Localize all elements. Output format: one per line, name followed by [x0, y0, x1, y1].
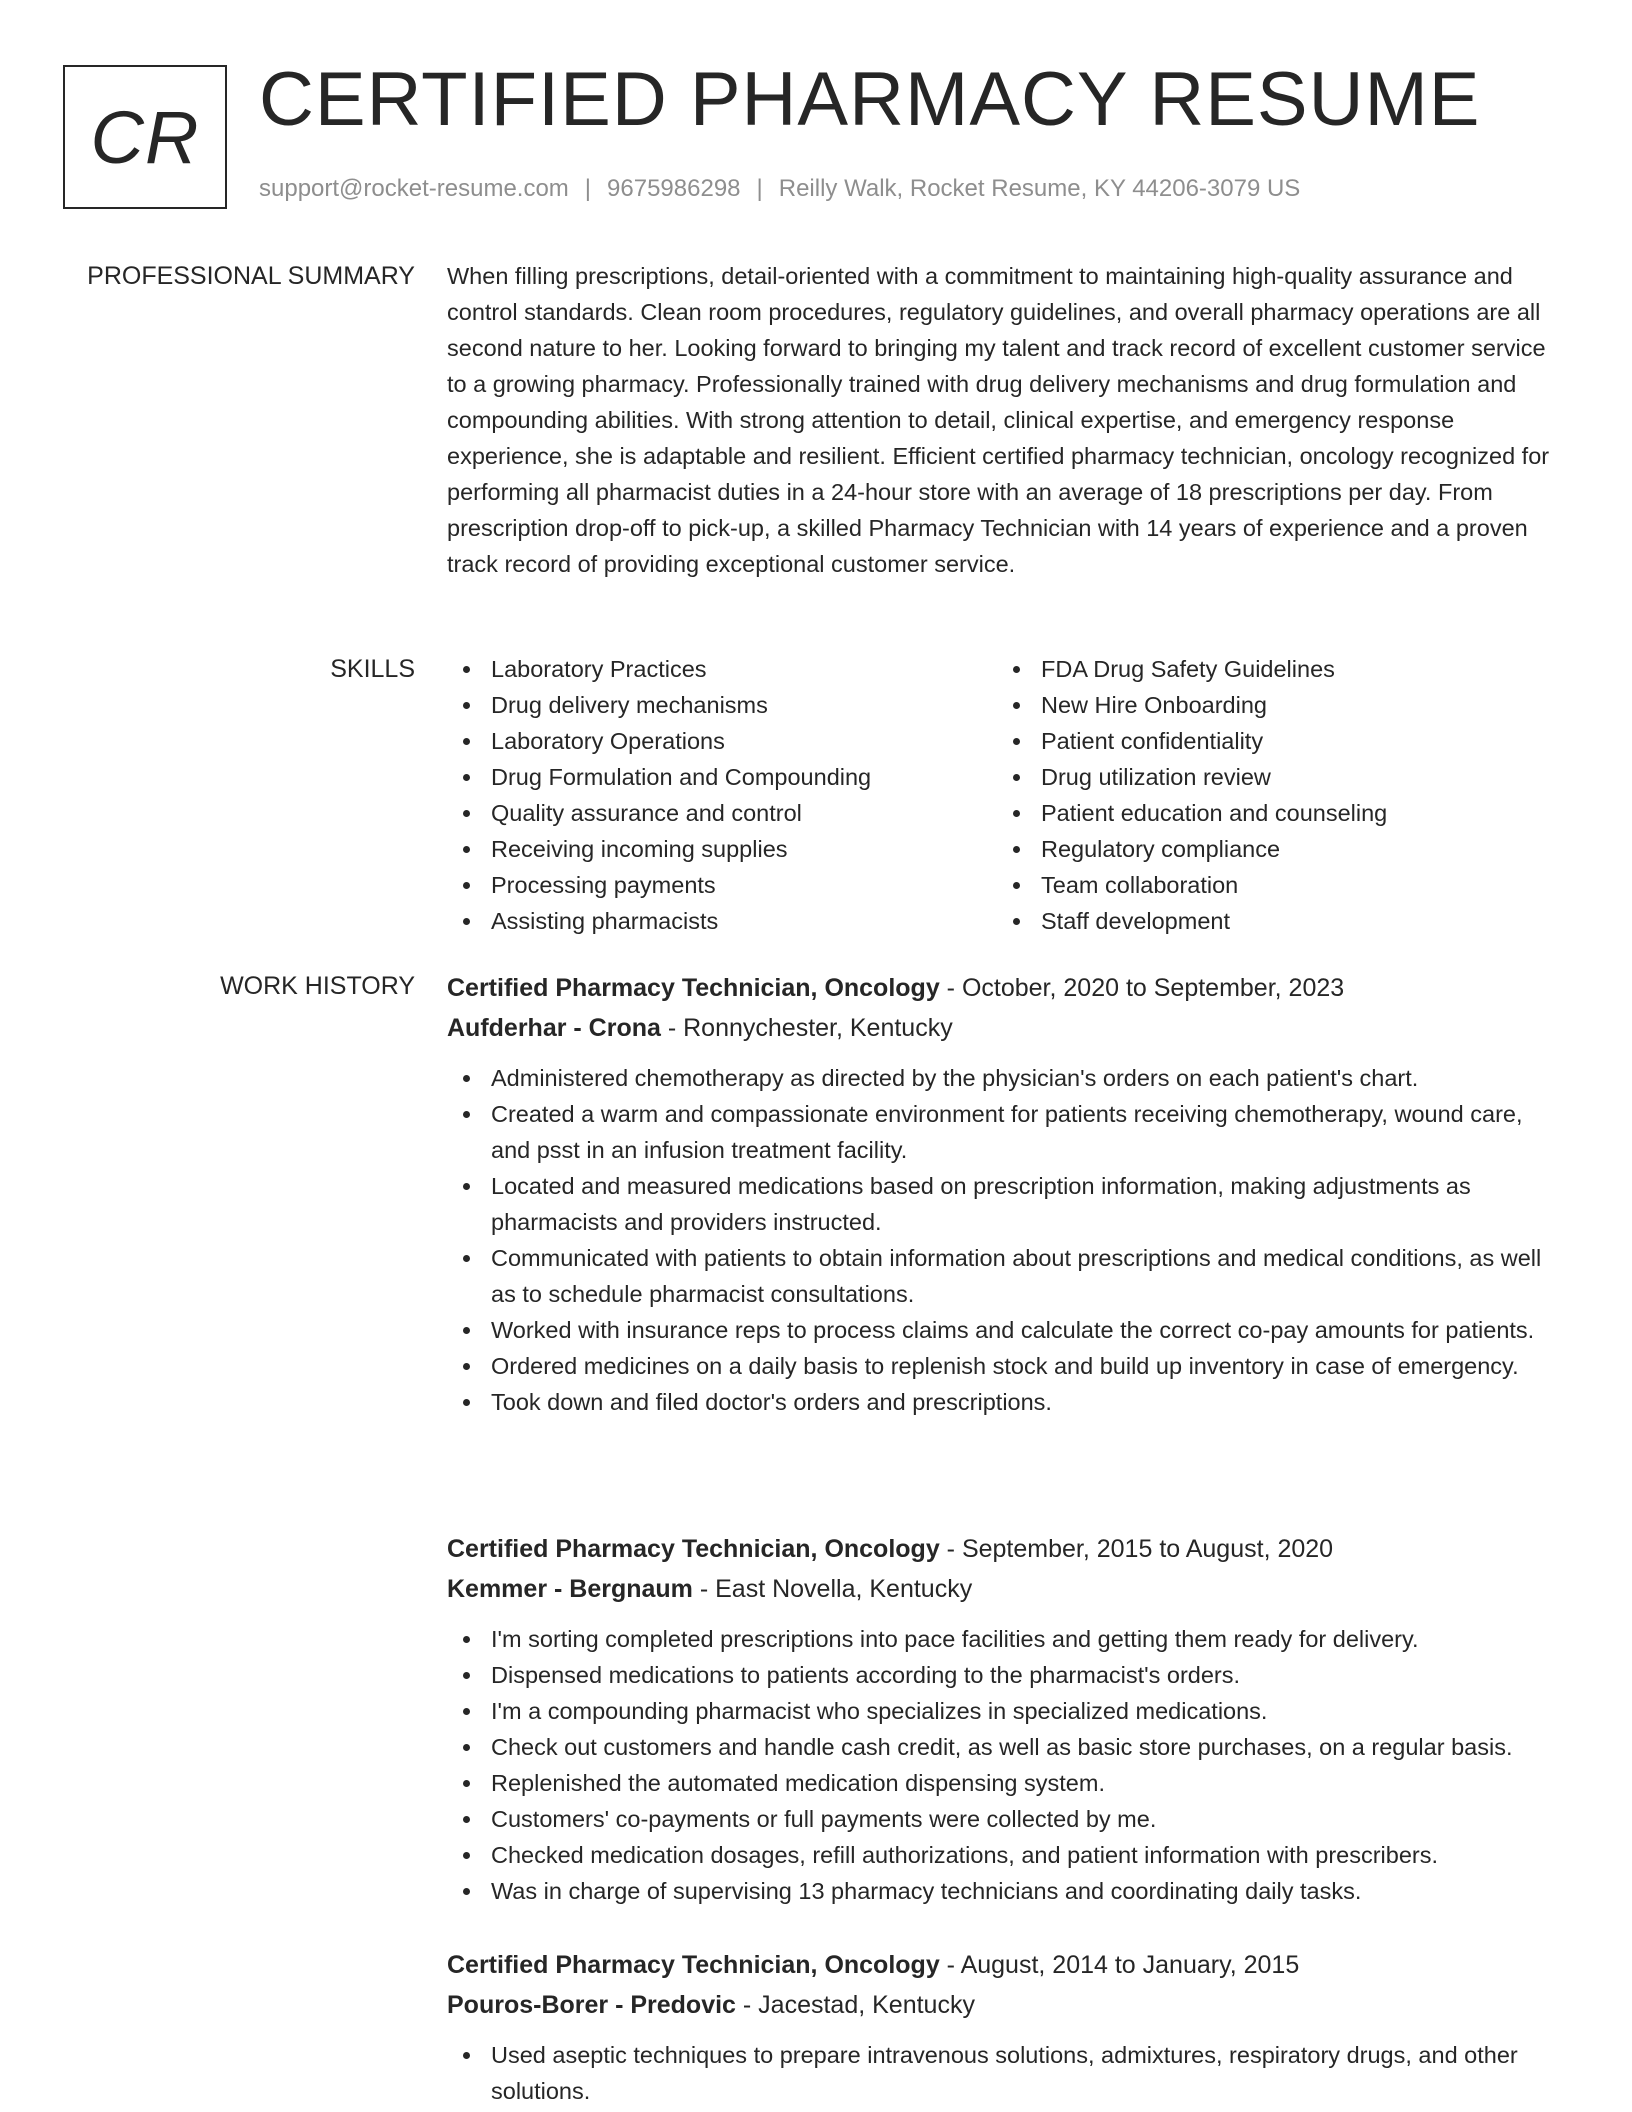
job-title: Certified Pharmacy Technician, Oncology	[447, 1535, 940, 1563]
skill-item: Laboratory Operations	[447, 723, 997, 759]
skill-item: Laboratory Practices	[447, 651, 997, 687]
skills-label: SKILLS	[330, 655, 415, 683]
job-title: Certified Pharmacy Technician, Oncology	[447, 1951, 940, 1979]
summary-body	[447, 258, 1567, 582]
job-bullet: Created a warm and compassionate environment for patients receiving chemotherapy, wound care, and psst in an infusion treatment facility.	[447, 1096, 1567, 1168]
job-company-line	[447, 1008, 1567, 1048]
skill-item: FDA Drug Safety Guidelines	[997, 651, 1547, 687]
skill-item: Processing payments	[447, 867, 997, 903]
job-title-line	[447, 1529, 1567, 1569]
job-dates: - August, 2014 to January, 2015	[939, 1951, 1300, 1979]
job-bullet: I'm a compounding pharmacist who specializes in specialized medications.	[447, 1693, 1567, 1729]
job-company: Aufderhar - Crona	[447, 1014, 661, 1042]
skill-item: Receiving incoming supplies	[447, 831, 997, 867]
work-history-body	[447, 968, 1567, 1420]
job-bullet: Customers' co-payments or full payments were collected by me.	[447, 1801, 1567, 1837]
job-bullet: Located and measured medications based on prescription information, making adjustments as pharmacists and providers instructed.	[447, 1168, 1567, 1240]
job-bullet: Used aseptic techniques to prepare intravenous solutions, admixtures, respiratory drugs, and other solutions.	[447, 2037, 1567, 2109]
job-bullet: Took down and filed doctor's orders and prescriptions.	[447, 1384, 1567, 1420]
job-location: - East Novella, Kentucky	[692, 1575, 973, 1603]
job-bullets	[447, 2037, 1567, 2109]
skill-item: Quality assurance and control	[447, 795, 997, 831]
job-bullets	[447, 1060, 1567, 1420]
resume-title: CERTIFIED PHARMACY RESUME	[259, 57, 1481, 142]
skill-item: Regulatory compliance	[997, 831, 1547, 867]
skill-item: Drug delivery mechanisms	[447, 687, 997, 723]
monogram	[63, 65, 227, 209]
job-bullet: Administered chemotherapy as directed by the physician's orders on each patient's chart.	[447, 1060, 1567, 1096]
job-bullet: Ordered medicines on a daily basis to replenish stock and build up inventory in case of emergency.	[447, 1348, 1567, 1384]
skill-item: Drug utilization review	[997, 759, 1547, 795]
job-bullet: Check out customers and handle cash credit, as well as basic store purchases, on a regular basis.	[447, 1729, 1567, 1765]
job-company: Pouros-Borer - Predovic	[447, 1991, 736, 2019]
job-bullet: I'm sorting completed prescriptions into pace facilities and getting them ready for delivery.	[447, 1621, 1567, 1657]
job-title-line	[447, 968, 1567, 1008]
monogram-text: CR	[90, 95, 200, 179]
skills-column-left	[447, 651, 997, 939]
job-entry	[447, 1945, 1567, 2109]
summary-text: When filling prescriptions, detail-oriented with a commitment to maintaining high-quality assurance and control standards. Clean room procedures, regulatory guidelines, and overall pharmacy operations are all second nature to her. Looking forward to bringing my talent and track record of excellent customer service to a growing pharmacy. Professionally trained with drug delivery mechanisms and drug formulation and compounding abilities. With strong attention to detail, clinical expertise, and emergency response experience, she is adaptable and resilient. Efficient certified pharmacy technician, oncology recognized for performing all pharmacist duties in a 24-hour store with an average of 18 prescriptions per day. From prescription drop-off to pick-up, a skilled Pharmacy Technician with 14 years of experience and a proven track record of providing exceptional customer service.	[447, 263, 1550, 577]
job-entry	[447, 1529, 1567, 1909]
job-bullet: Checked medication dosages, refill authorizations, and patient information with prescribers.	[447, 1837, 1567, 1873]
contact-email: support@rocket-resume.com	[259, 175, 569, 202]
contact-address: Reilly Walk, Rocket Resume, KY 44206-3079 US	[778, 175, 1301, 202]
job-entry	[447, 968, 1567, 1420]
job-bullet: Dispensed medications to patients according to the pharmacist's orders.	[447, 1657, 1567, 1693]
skill-item: Drug Formulation and Compounding	[447, 759, 997, 795]
job-dates: - October, 2020 to September, 2023	[939, 974, 1345, 1002]
skill-item: Patient confidentiality	[997, 723, 1547, 759]
job-bullet: Was in charge of supervising 13 pharmacy technicians and coordinating daily tasks.	[447, 1873, 1567, 1909]
summary-label: PROFESSIONAL SUMMARY	[87, 262, 415, 290]
job-dates: - September, 2015 to August, 2020	[939, 1535, 1334, 1563]
job-bullet: Communicated with patients to obtain information about prescriptions and medical conditions, as well as to schedule pharmacist consultations.	[447, 1240, 1567, 1312]
skill-item: Assisting pharmacists	[447, 903, 997, 939]
job-location: - Ronnychester, Kentucky	[660, 1014, 953, 1042]
job-title-line	[447, 1945, 1567, 1985]
skill-item: Patient education and counseling	[997, 795, 1547, 831]
job-company-line	[447, 1569, 1567, 1609]
job-company: Kemmer - Bergnaum	[447, 1575, 693, 1603]
job-location: - Jacestad, Kentucky	[735, 1991, 975, 2019]
contact-phone: 9675986298	[607, 175, 741, 202]
skill-item: New Hire Onboarding	[997, 687, 1547, 723]
job-company-line	[447, 1985, 1567, 2025]
skill-item: Staff development	[997, 903, 1547, 939]
work-history-body-3	[447, 1945, 1567, 2109]
job-title: Certified Pharmacy Technician, Oncology	[447, 974, 940, 1002]
contact-separator: |	[756, 175, 763, 202]
skill-item: Team collaboration	[997, 867, 1547, 903]
job-bullets	[447, 1621, 1567, 1909]
contact-line	[259, 175, 1300, 203]
work-history-label: WORK HISTORY	[220, 972, 415, 1000]
skills-column-right	[997, 651, 1547, 939]
job-bullet: Worked with insurance reps to process claims and calculate the correct co-pay amounts for patients.	[447, 1312, 1567, 1348]
job-bullet: Replenished the automated medication dispensing system.	[447, 1765, 1567, 1801]
work-history-body-2	[447, 1529, 1567, 1909]
contact-separator: |	[584, 175, 592, 202]
skills-body	[447, 651, 1567, 939]
